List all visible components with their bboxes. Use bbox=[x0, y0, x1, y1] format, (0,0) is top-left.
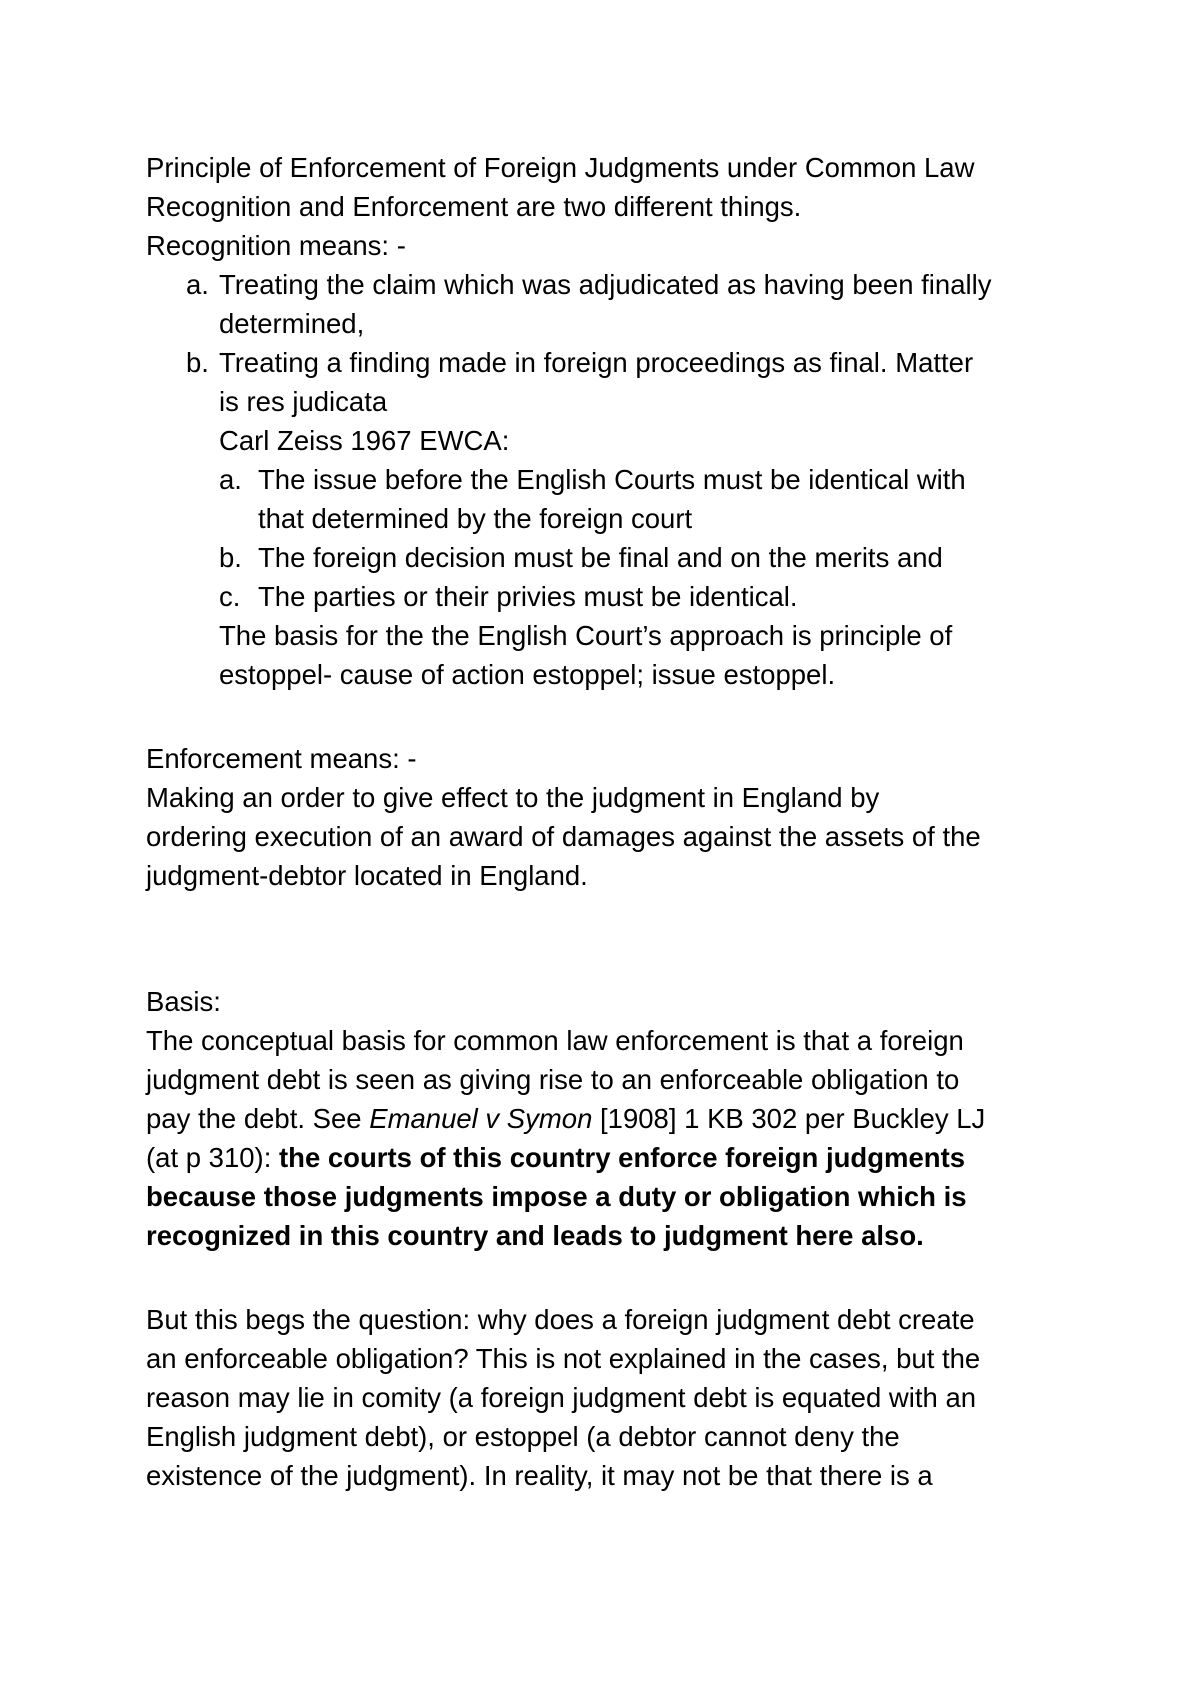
basis-line2: judgment debt is seen as giving rise to an enforceable obligation to bbox=[146, 1064, 960, 1095]
case-citation: Emanuel v Symon bbox=[369, 1103, 593, 1134]
list-marker: b. bbox=[186, 347, 209, 378]
list-marker: c. bbox=[219, 581, 241, 612]
basis-of-approach-line1: The basis for the the English Court’s approach is principle of bbox=[219, 620, 953, 651]
document-title: Principle of Enforcement of Foreign Judgments under Common Law bbox=[146, 152, 975, 183]
intro-text: Recognition and Enforcement are two different things. bbox=[146, 191, 802, 222]
enforcement-heading: Enforcement means: - bbox=[146, 743, 417, 774]
recognition-heading: Recognition means: - bbox=[146, 230, 406, 261]
list-item-text: Treating the claim which was adjudicated as having been finally bbox=[219, 269, 992, 300]
case-item-a bbox=[219, 462, 966, 498]
basis-line1: The conceptual basis for common law enforcement is that a foreign bbox=[146, 1025, 964, 1056]
list-marker: b. bbox=[219, 542, 242, 573]
quote-bold: because those judgments impose a duty or obligation which is bbox=[146, 1181, 967, 1212]
basis-line3 bbox=[146, 1101, 985, 1137]
list-item-text: The foreign decision must be final and on the merits and bbox=[258, 542, 943, 573]
case-item-c bbox=[219, 579, 798, 615]
recognition-item-b-continued: is res judicata bbox=[219, 386, 388, 417]
list-item-text: Treating a finding made in foreign proceedings as final. Matter bbox=[219, 347, 974, 378]
recognition-item-a bbox=[186, 267, 991, 303]
basis-line3-text: pay the debt. See bbox=[146, 1103, 370, 1134]
basis-line5 bbox=[146, 1179, 967, 1215]
basis-of-approach-line2: estoppel- cause of action estoppel; issue estoppel. bbox=[219, 659, 836, 690]
quote-bold: the courts of this country enforce foreign judgments bbox=[279, 1142, 966, 1173]
question-line3: reason may lie in comity (a foreign judgment debt is equated with an bbox=[146, 1382, 977, 1413]
enforcement-line3: judgment-debtor located in England. bbox=[146, 860, 588, 891]
case-item-b bbox=[219, 540, 943, 576]
recognition-item-a-continued: determined, bbox=[219, 308, 365, 339]
recognition-item-b bbox=[186, 345, 973, 381]
question-line2: an enforceable obligation? This is not explained in the cases, but the bbox=[146, 1343, 981, 1374]
question-line5: existence of the judgment). In reality, it may not be that there is a bbox=[146, 1460, 933, 1491]
basis-line4 bbox=[146, 1140, 965, 1176]
basis-line3-citation: [1908] 1 KB 302 per Buckley LJ bbox=[592, 1103, 986, 1134]
question-line4: English judgment debt), or estoppel (a debtor cannot deny the bbox=[146, 1421, 900, 1452]
list-marker: a. bbox=[186, 269, 209, 300]
enforcement-line2: ordering execution of an award of damages against the assets of the bbox=[146, 821, 981, 852]
question-line1: But this begs the question: why does a foreign judgment debt create bbox=[146, 1304, 975, 1335]
list-item-text: The issue before the English Courts must be identical with bbox=[258, 464, 966, 495]
list-marker: a. bbox=[219, 464, 242, 495]
case-item-a-continued: that determined by the foreign court bbox=[258, 503, 693, 534]
quote-bold: recognized in this country and leads to judgment here also. bbox=[146, 1220, 924, 1251]
case-name: Carl Zeiss 1967 EWCA: bbox=[219, 425, 510, 456]
basis-line4-text: (at p 310): bbox=[146, 1142, 279, 1173]
basis-heading: Basis: bbox=[146, 986, 221, 1017]
enforcement-line1: Making an order to give effect to the judgment in England by bbox=[146, 782, 880, 813]
list-item-text: The parties or their privies must be identical. bbox=[258, 581, 798, 612]
basis-line6 bbox=[146, 1218, 924, 1254]
